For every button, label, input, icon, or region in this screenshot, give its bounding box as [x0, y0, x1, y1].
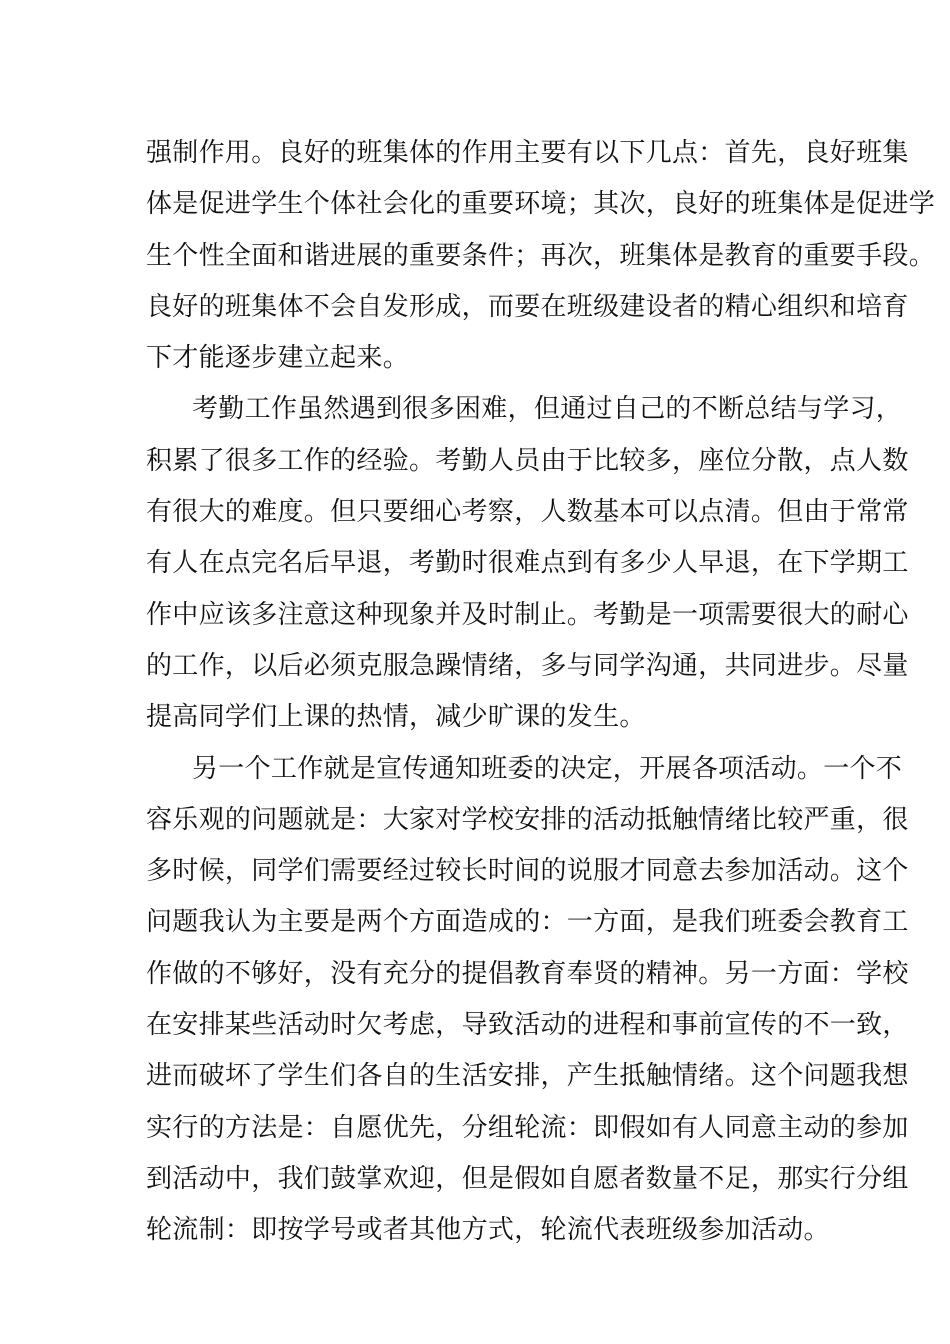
text-line: 强制作用。良好的班集体的作用主要有以下几点：首先，良好班集: [146, 138, 909, 168]
paragraph-publicity: [146, 744, 909, 1257]
text-line: 多时候，同学们需要经过较长时间的说服才同意去参加活动。这个: [146, 856, 909, 887]
text-line: 生个性全面和谐进展的重要条件；再次，班集体是教育的重要手段。: [146, 240, 936, 271]
text-line: 良好的班集体不会自发形成，而要在班级建设者的精心组织和培育: [146, 291, 909, 322]
text-line: 作做的不够好，没有充分的提倡教育奉贤的精神。另一方面：学校: [146, 958, 909, 989]
paragraph-attendance: [146, 384, 909, 743]
text-line: 问题我认为主要是两个方面造成的：一方面，是我们班委会教育工: [146, 907, 909, 938]
text-line: 体是促进学生个体社会化的重要环境；其次，良好的班集体是促进学: [146, 189, 936, 220]
text-line: 容乐观的问题就是：大家对学校安排的活动抵触情绪比较严重，很: [146, 804, 909, 835]
text-line: 另一个工作就是宣传通知班委的决定，开展各项活动。一个不: [192, 753, 903, 784]
text-line: 积累了很多工作的经验。考勤人员由于比较多，座位分散，点人数: [146, 445, 909, 476]
paragraph-class-collective: [146, 128, 936, 384]
text-line: 在安排某些活动时欠考虑，导致活动的进程和事前宣传的不一致，: [146, 1010, 909, 1041]
text-line: 考勤工作虽然遇到很多困难，但通过自己的不断总结与学习，: [192, 394, 903, 425]
text-line: 进而破坏了学生们各自的生活安排，产生抵触情绪。这个问题我想: [146, 1061, 909, 1092]
text-line: 有人在点完名后早退，考勤时很难点到有多少人早退，在下学期工: [146, 548, 909, 579]
text-line: 有很大的难度。但只要细心考察，人数基本可以点清。但由于常常: [146, 497, 909, 528]
text-line: 作中应该多注意这种现象并及时制止。考勤是一项需要很大的耐心: [146, 599, 909, 630]
text-line: 下才能逐步建立起来。: [146, 343, 410, 374]
text-line: 实行的方法是：自愿优先，分组轮流：即假如有人同意主动的参加: [146, 1112, 909, 1143]
text-line: 的工作，以后必须克服急躁情绪，多与同学沟通，共同进步。尽量: [146, 650, 909, 681]
body-text: [146, 128, 936, 1257]
text-line: 到活动中，我们鼓掌欢迎，但是假如自愿者数量不足，那实行分组: [146, 1163, 909, 1194]
text-line: 轮流制：即按学号或者其他方式，轮流代表班级参加活动。: [146, 1215, 830, 1246]
text-line: 提高同学们上课的热情，减少旷课的发生。: [146, 702, 646, 733]
